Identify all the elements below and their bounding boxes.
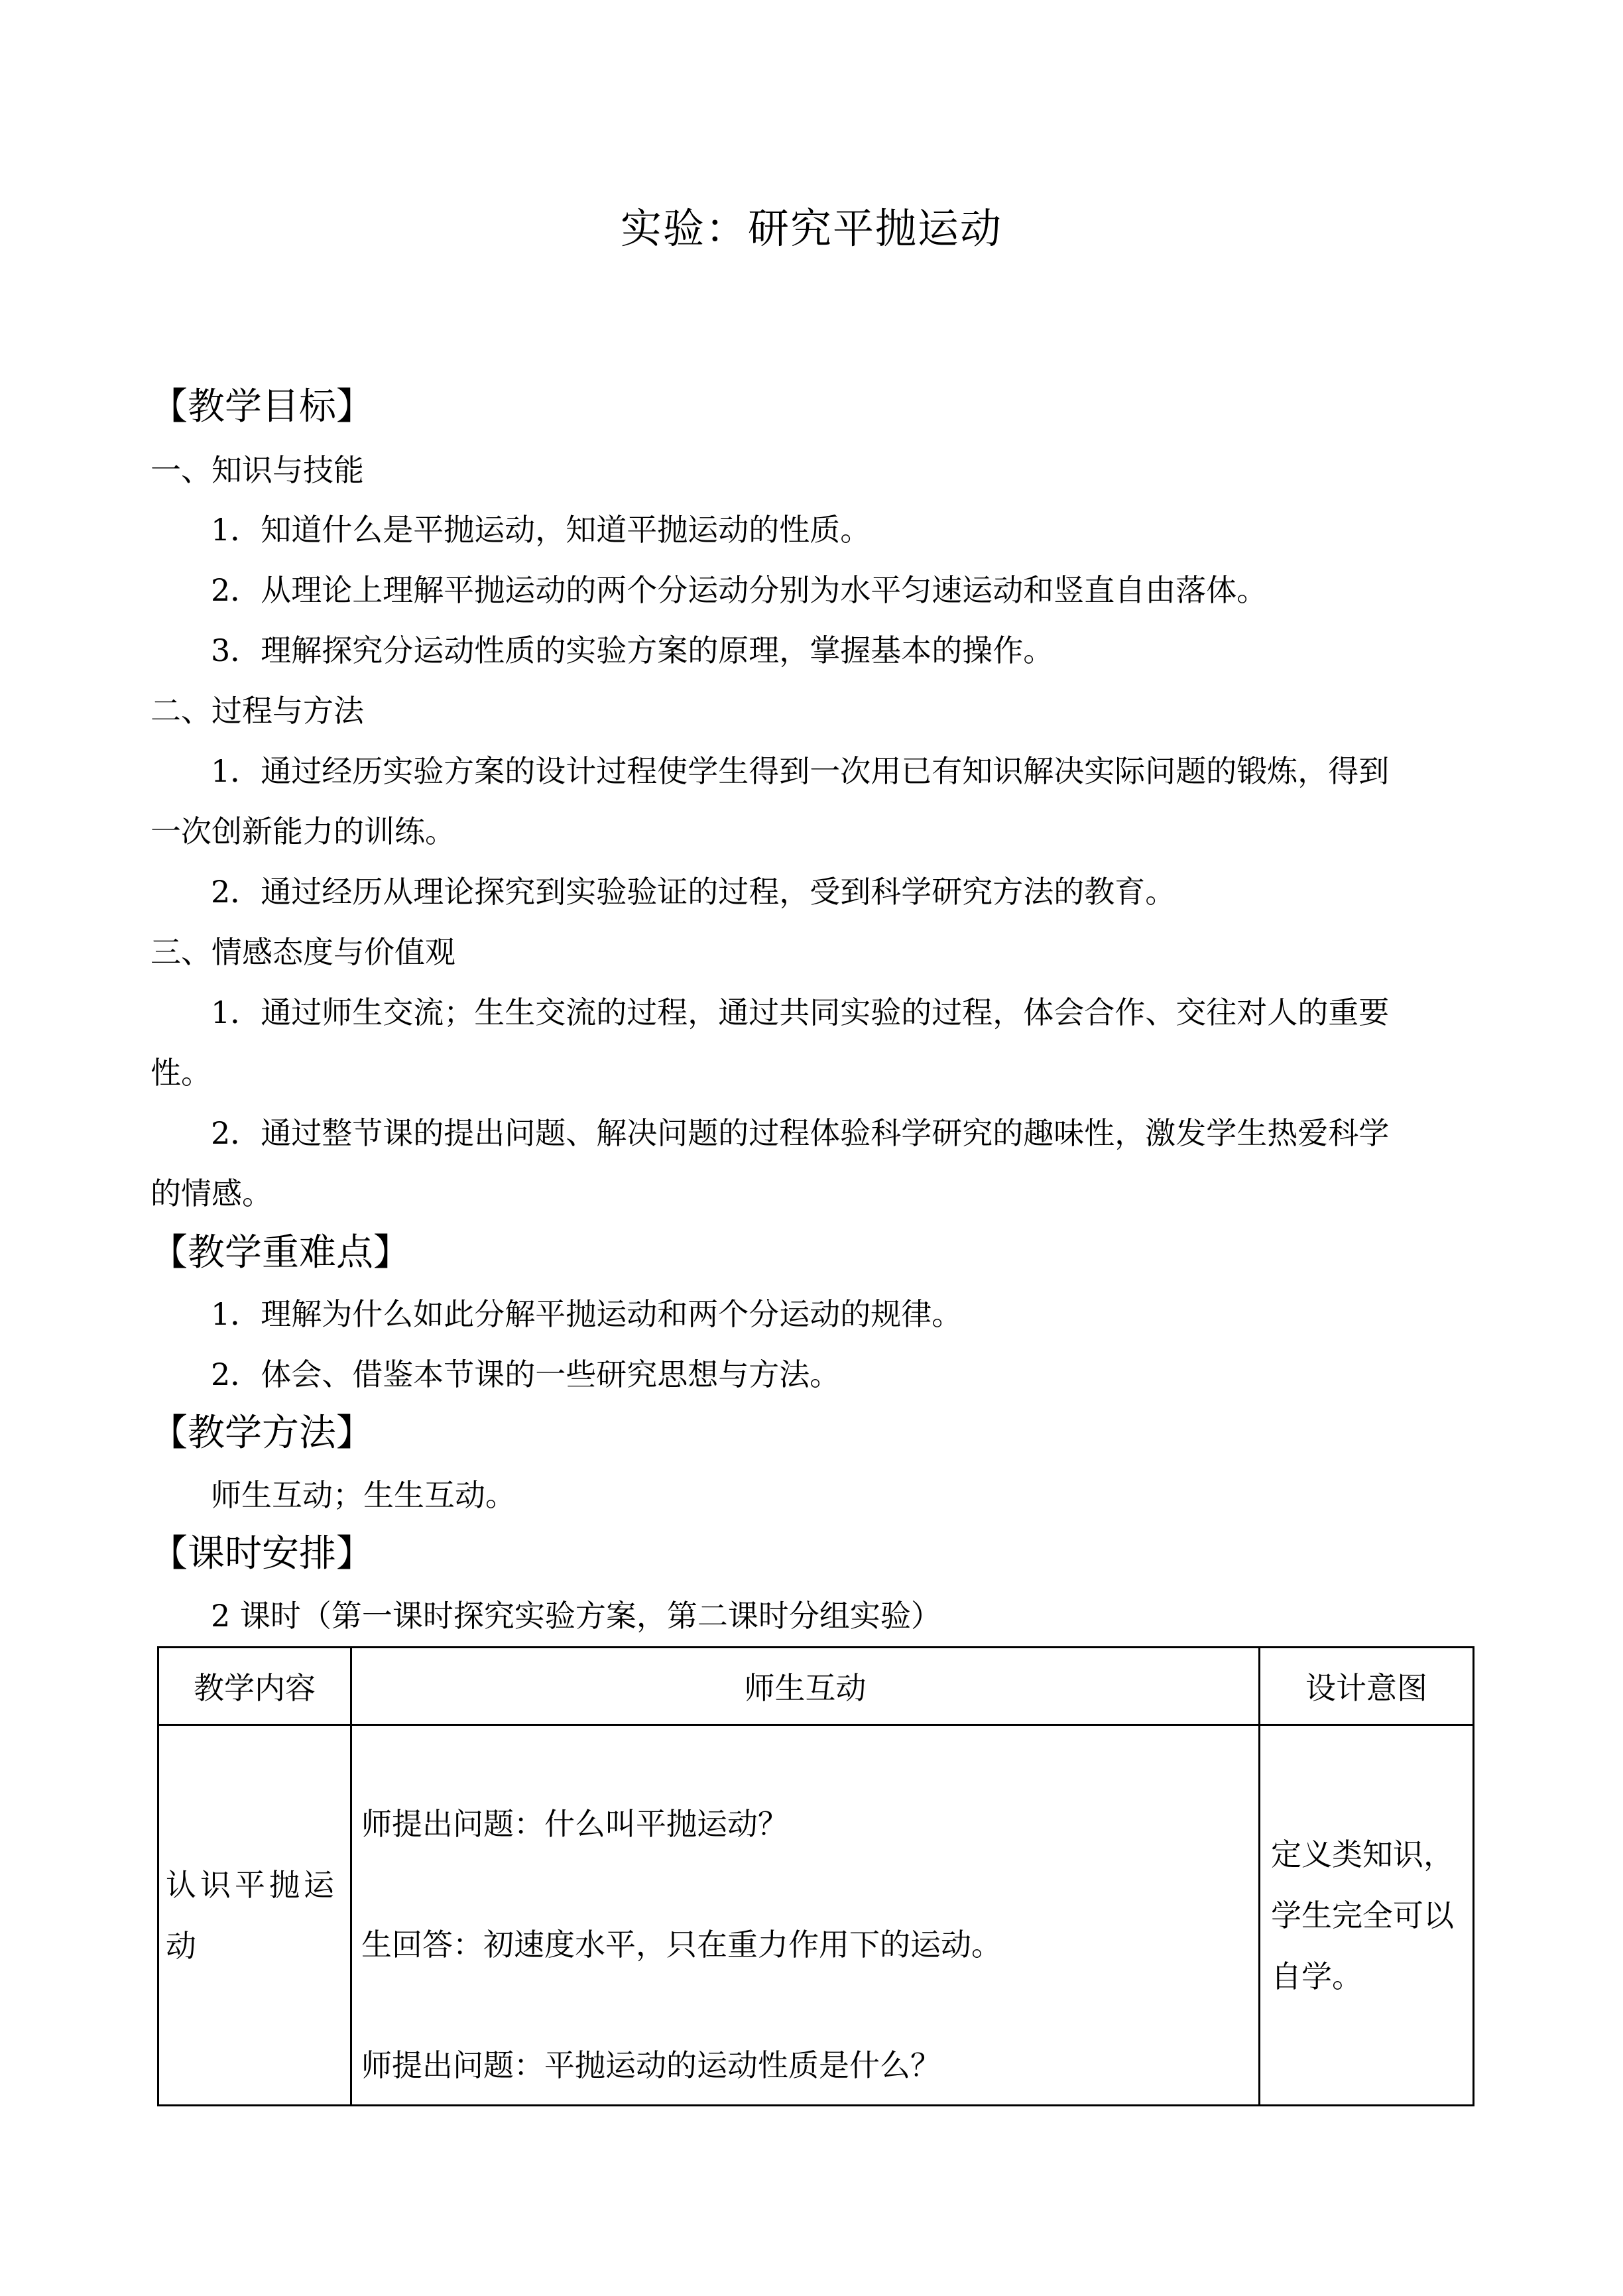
document-title: 实验：研究平抛运动	[620, 204, 1002, 253]
goal-item-3-1-line2: 性。	[150, 1055, 211, 1091]
intent-line-3: 自学。	[1271, 1958, 1362, 1994]
goal-item-3-1-line1: 1．通过师生交流；生生交流的过程，通过共同实验的过程，体会合作、交往对人的重要	[211, 995, 1390, 1030]
dialog-line-1: 师提出问题：什么叫平抛运动？	[361, 1806, 788, 1842]
table-header-interaction: 师生互动	[351, 1648, 1260, 1725]
table-row	[158, 1725, 1474, 2106]
intent-line-1: 定义类知识，	[1271, 1836, 1454, 1872]
intent-line-2: 学生完全可以	[1271, 1897, 1454, 1933]
topic-line-2: 动	[166, 1927, 200, 1964]
subheading-knowledge-skills: 一、知识与技能	[150, 452, 364, 488]
lesson-plan-table	[157, 1646, 1474, 2106]
heading-schedule: 【课时安排】	[150, 1532, 373, 1575]
heading-teaching-methods: 【教学方法】	[150, 1412, 373, 1455]
goal-item-3-2-line2: 的情感。	[150, 1176, 272, 1211]
dialog-line-3: 师提出问题：平抛运动的运动性质是什么？	[361, 2047, 941, 2083]
table-header-content: 教学内容	[158, 1648, 351, 1725]
goal-item-1-1: 1．知道什么是平抛运动，知道平抛运动的性质。	[211, 512, 871, 548]
methods-text: 师生互动；生生互动。	[211, 1477, 516, 1513]
goal-item-3-2-line1: 2．通过整节课的提出问题、解决问题的过程体验科学研究的趣味性，激发学生热爱科学	[211, 1115, 1390, 1151]
difficulty-item-1: 1．理解为什么如此分解平抛运动和两个分运动的规律。	[211, 1296, 963, 1332]
dialog-line-2: 生回答：初速度水平，只在重力作用下的运动。	[361, 1927, 1002, 1963]
table-cell-intent	[1260, 1725, 1474, 2106]
table-header-row	[158, 1648, 1474, 1725]
table-cell-topic	[158, 1725, 351, 2106]
subheading-emotions-values: 三、情感态度与价值观	[150, 934, 455, 970]
heading-teaching-goals: 【教学目标】	[150, 385, 373, 428]
schedule-text: 2 课时（第一课时探究实验方案，第二课时分组实验）	[211, 1598, 941, 1634]
table-header-intent: 设计意图	[1260, 1648, 1474, 1725]
heading-key-difficulties: 【教学重难点】	[150, 1231, 410, 1274]
goal-item-2-1-line1: 1．通过经历实验方案的设计过程使学生得到一次用已有知识解决实际问题的锻炼，得到	[211, 753, 1390, 789]
topic-line-1: 认识平抛运	[166, 1866, 338, 1903]
table-cell-dialog	[351, 1725, 1260, 2106]
difficulty-item-2: 2．体会、借鉴本节课的一些研究思想与方法。	[211, 1357, 841, 1392]
goal-item-1-3: 3．理解探究分运动性质的实验方案的原理，掌握基本的操作。	[211, 633, 1054, 668]
goal-item-1-2: 2．从理论上理解平抛运动的两个分运动分别为水平匀速运动和竖直自由落体。	[211, 572, 1268, 608]
subheading-process-methods: 二、过程与方法	[150, 693, 364, 729]
goal-item-2-1-line2: 一次创新能力的训练。	[150, 814, 455, 849]
goal-item-2-2: 2．通过经历从理论探究到实验验证的过程，受到科学研究方法的教育。	[211, 874, 1176, 910]
